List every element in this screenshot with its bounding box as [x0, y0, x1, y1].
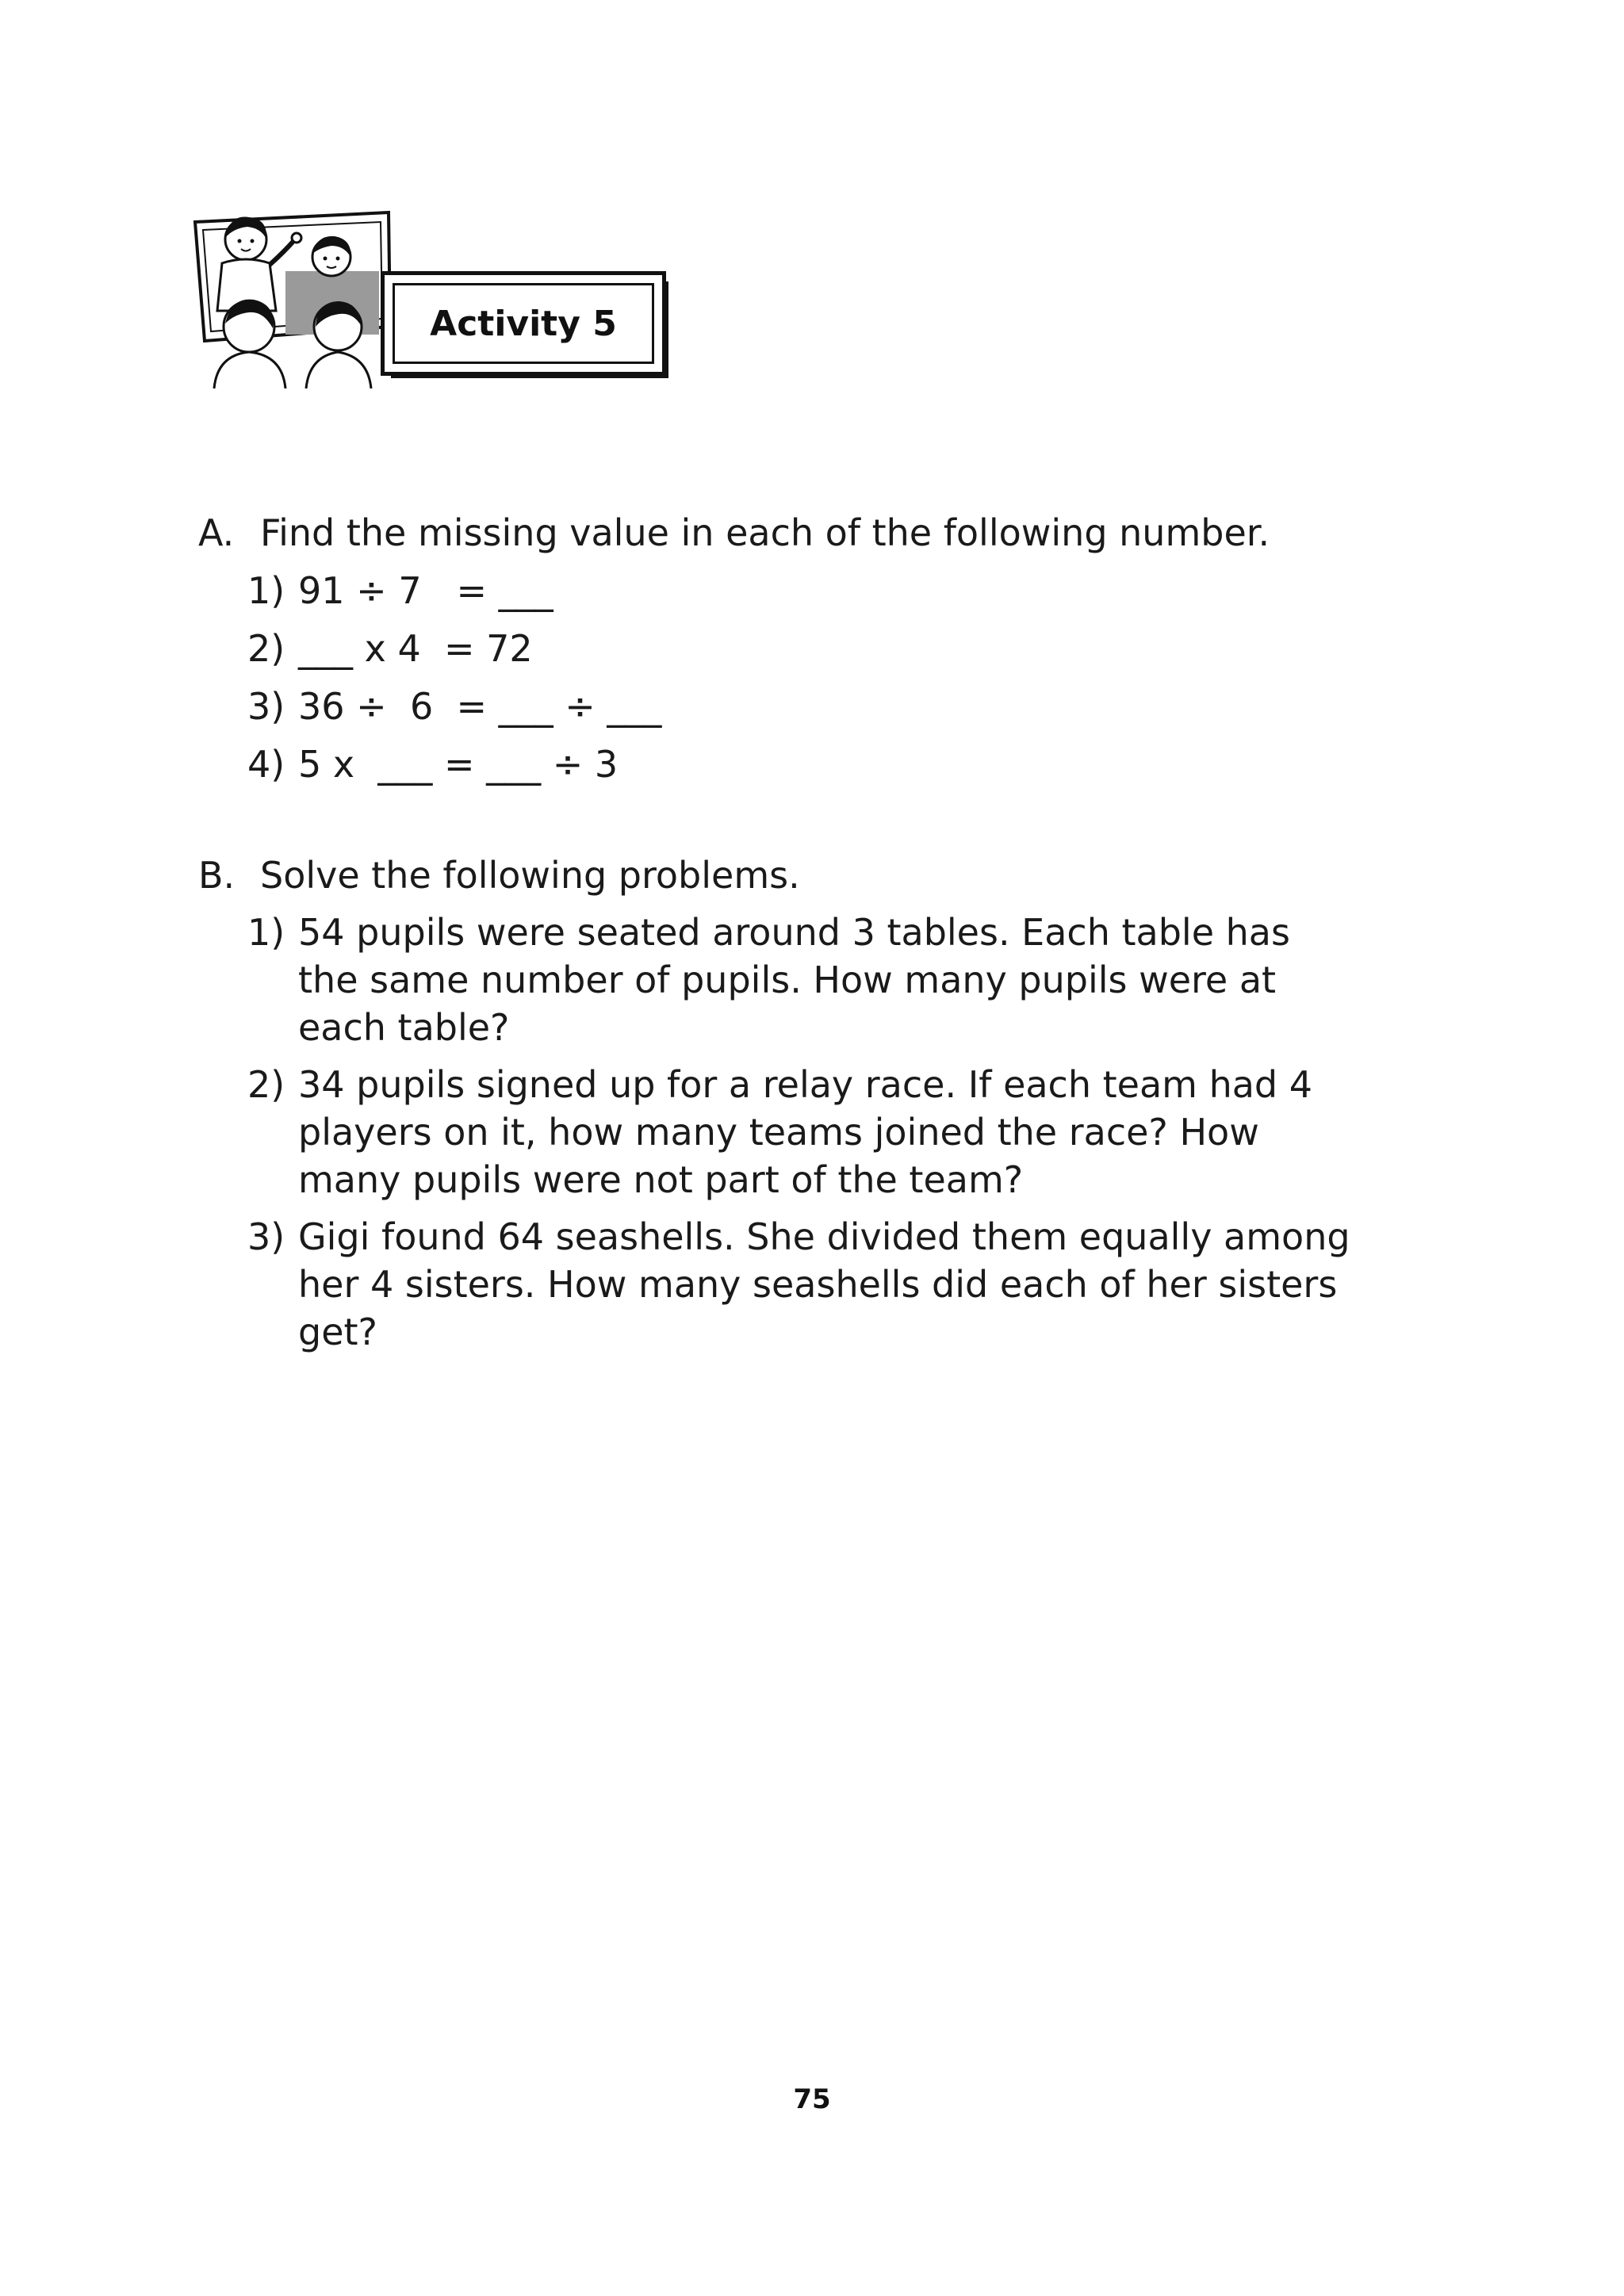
activity-title: Activity 5	[430, 304, 617, 344]
item-text: Gigi found 64 seashells. She divided them equally among her 4 sisters. How many seashells did each of her sisters get?	[298, 1215, 1350, 1353]
item-text: 36 ÷ 6 = ___ ÷ ___	[298, 685, 662, 728]
item-text: 54 pupils were seated around 3 tables. Each table has the same number of pupils. How many pupils were at each table?	[298, 911, 1290, 1049]
page-number: 75	[793, 2084, 831, 2115]
section-b-letter: B.	[198, 854, 236, 897]
item-number: 3)	[247, 685, 285, 728]
item-number: 4)	[247, 743, 285, 786]
item-number: 1)	[247, 569, 285, 612]
item-text: 34 pupils signed up for a relay race. If each team had 4 players on it, how many teams joined the race? How many pupils were not part of the team?	[298, 1063, 1313, 1201]
item-number: 2)	[247, 627, 285, 670]
section-b-item-1	[247, 909, 1388, 1051]
section-a-item-1	[247, 567, 1388, 614]
section-b-heading	[198, 851, 1388, 899]
teacher-and-pupils-illustration	[190, 208, 396, 390]
item-number: 2)	[247, 1063, 285, 1106]
section-a	[198, 509, 1388, 788]
section-b-item-3	[247, 1213, 1388, 1356]
section-a-instruction: Find the missing value in each of the following number.	[260, 511, 1270, 554]
item-text: 91 ÷ 7 = ___	[298, 569, 553, 612]
section-a-item-2	[247, 625, 1388, 672]
section-b-instruction: Solve the following problems.	[260, 854, 800, 897]
activity-title-box	[381, 271, 666, 376]
section-a-item-3	[247, 683, 1388, 730]
item-number: 1)	[247, 911, 285, 954]
section-b-item-2	[247, 1061, 1388, 1203]
section-a-item-4	[247, 740, 1388, 788]
item-text: 5 x ___ = ___ ÷ 3	[298, 743, 619, 786]
section-a-letter: A.	[198, 511, 235, 554]
activity-header	[190, 208, 682, 390]
item-text: ___ x 4 = 72	[298, 627, 533, 670]
item-number: 3)	[247, 1215, 285, 1258]
section-b	[198, 851, 1388, 1356]
section-a-heading	[198, 509, 1388, 557]
